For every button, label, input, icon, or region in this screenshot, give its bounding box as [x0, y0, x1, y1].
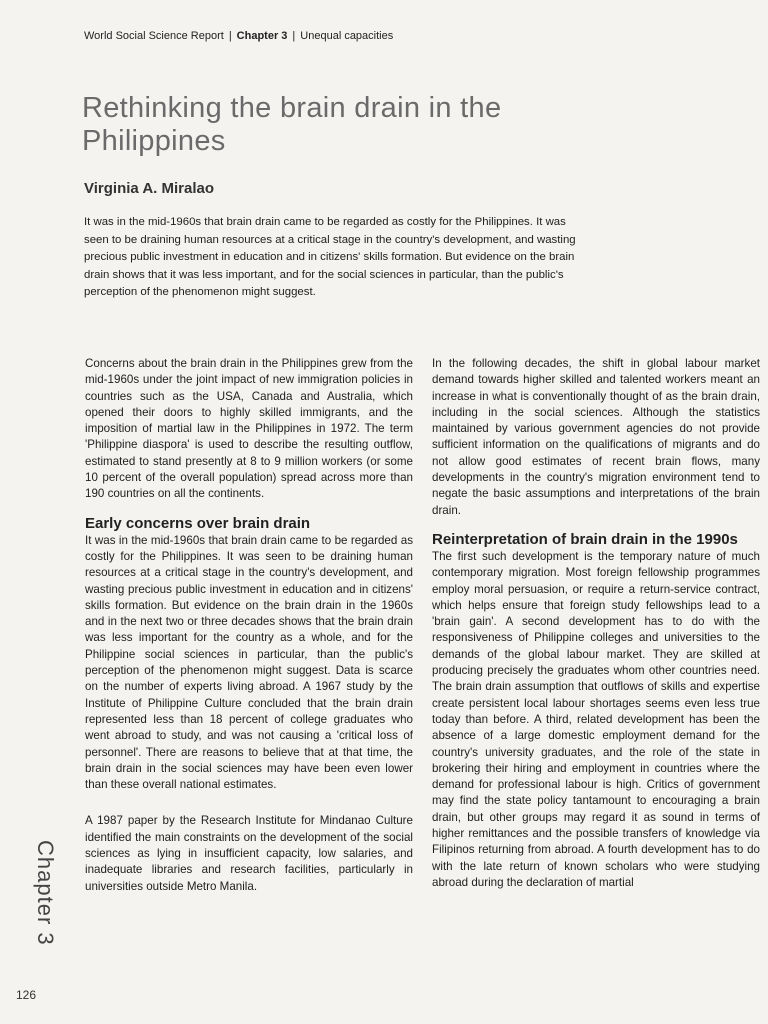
running-header: World Social Science Report | Chapter 3 | Unequal capacities — [84, 30, 394, 42]
article-title: Rethinking the brain drain in the Philippines — [82, 92, 502, 157]
right-column — [432, 356, 760, 891]
page-number: 126 — [16, 988, 37, 1002]
section-name: Unequal capacities — [300, 30, 394, 42]
author-name: Virginia A. Miralao — [84, 180, 215, 197]
left-paragraph-2: A 1987 paper by the Research Institute for Mindanao Culture identified the main constraints on the development of the social sciences as lying in insufficient capacity, low salaries, and inadequate libraries and research facilities, particularly in universities outside Metro Manila. — [85, 814, 413, 893]
report-name: World Social Science Report — [84, 30, 224, 42]
right-intro-paragraph: In the following decades, the shift in global labour market demand towards higher skilled and talented workers meant an increase in what is conventionally thought of as the brain drain, including in the social sciences. Although the statistics maintained by various government agencies do not provide sufficient information on the qualifications of migrants and do not allow good estimates of recent brain flows, many developments in the country's migration environment tend to negate the basic assumptions and interpretations of the brain drain. — [432, 357, 760, 517]
chapter-label: Chapter 3 — [236, 30, 288, 42]
chapter-sidebar-label: Chapter 3 — [33, 840, 58, 946]
right-paragraph-1: The first such development is the temporary nature of much contemporary migration. Most foreign fellowship programmes employ moral persuasion, or require a return-service contract, which helps ensure that foreign study fellowships lead to a 'brain gain'. A second development has to do with the responsiveness of Philippine colleges and universities to the demands of the global labour market. They are skilled at producing precisely the graduates whom other countries need. The brain drain assumption that outflows of skills and expertise create persistent local labour shortages seems even less true today than before. A third, related development has been the absence of a large domestic employment demand for the country's university graduates, and the role of the state in brokering their hiring and employment in countries where the demand for professional labour is high. Critics of government may find the state policy tantamount to encouraging a brain drain, but other groups may regard it as sound in terms of higher remittances and the possible transfers of knowledge via Filipinos returning from abroad. A fourth development has to do with the late return of known scholars who were studying abroad during the declaration of martial — [432, 549, 760, 889]
section-heading-early-concerns: Early concerns over brain drain — [85, 514, 311, 532]
section-heading-reinterpretation: Reinterpretation of brain drain in the 1990s — [432, 530, 738, 548]
left-column — [85, 356, 413, 895]
left-paragraph-1: It was in the mid-1960s that brain drain came to be regarded as costly for the Philippines. It was seen to be draining human resources at a critical stage in the country's development, and wasting precious public investment in education and in citizens' skills formation. But evidence on the brain drain in the 1960s and in the next two or three decades shows that the brain drain was less important for the country as a whole, and for the Philippine social sciences in particular, than the public's perception of the phenomenon might suggest. Data is scarce on the number of experts living abroad. A 1967 study by the Institute of Philippine Culture concluded that the brain drain represented less than 18 percent of college graduates who went abroad to study, and was not causing a 'critical loss of personnel'. There are reasons to believe that at that time, the brain drain in the social sciences may have been even lower than these overall national estimates. — [85, 533, 413, 792]
left-intro-paragraph: Concerns about the brain drain in the Philippines grew from the mid-1960s under the joint impact of new immigration policies in countries such as the USA, Canada and Australia, which opened their doors to highly skilled immigrants, and the imposition of martial law in the Philippines in 1972. The term 'Philippine diaspora' is used to describe the resulting outflow, estimated to stand presently at 8 to 9 million workers (or some 10 percent of the overall population) spread across more than 190 countries on all the continents. — [85, 357, 413, 501]
abstract: It was in the mid-1960s that brain drain came to be regarded as costly for the Philippines. It was seen to be draining human resources at a critical stage in the country's development, and wasting precious public investment in education and in citizens' skills formation. But evidence on the brain drain shows that it was less important, and for the social sciences in particular, than the public's perception of the phenomenon might suggest. — [84, 216, 576, 298]
